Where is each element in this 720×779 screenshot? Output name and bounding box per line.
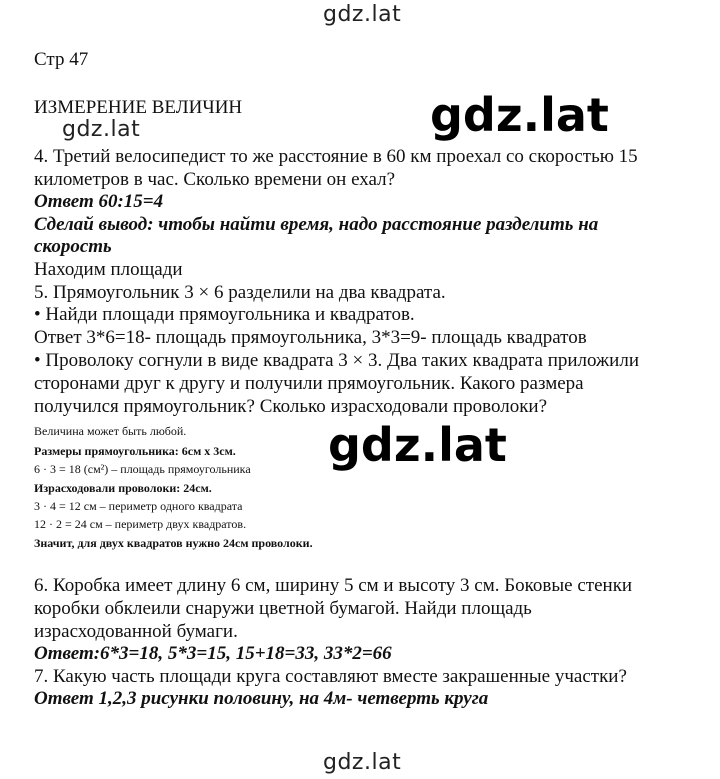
task4-conclusion-line2: скорость [34, 236, 112, 257]
watermark-big-middle: gdz.lat [328, 418, 507, 472]
task5-bullet1: • Найди площади прямоугольника и квадратов. [34, 304, 415, 325]
section-title: ИЗМЕРЕНИЕ ВЕЛИЧИН [34, 97, 243, 118]
task5-bullet2-line2: сторонами друг к другу и получили прямоугольник. Какого размера [34, 373, 584, 394]
task4-line2: километров в час. Сколько времени он ехал? [34, 169, 396, 190]
task5-bullet2-line3: получился прямоугольник? Сколько израсходовали проволоки? [34, 396, 548, 417]
solution-line1: Величина может быть любой. [34, 424, 187, 438]
task4-answer: Ответ 60:15=4 [34, 191, 164, 212]
task7-line1: 7. Какую часть площади круга составляют вместе закрашенные участки? [34, 666, 627, 687]
task4-conclusion-line1: Сделай вывод: чтобы найти время, надо расстояние разделить на [34, 214, 599, 235]
solution-line7: Значит, для двух квадратов нужно 24см проволоки. [34, 536, 313, 550]
solution-line6: 12 · 2 = 24 см – периметр двух квадратов. [34, 517, 247, 531]
task5-bullet2-line1: • Проволоку согнули в виде квадрата 3 × 3. Два таких квадрата приложили [34, 350, 639, 371]
task5-line1: 5. Прямоугольник 3 × 6 разделили на два квадрата. [34, 282, 446, 303]
solution-line2: Размеры прямоугольника: 6см х 3см. [34, 444, 236, 458]
task4-line1: 4. Третий велосипедист то же расстояние в 60 км проехал со скоростью 15 [34, 146, 638, 167]
task6-line3: израсходованной бумаги. [34, 621, 238, 642]
task6-line2: коробки обклеили снаружи цветной бумагой. Найди площадь [34, 598, 532, 619]
task7-answer: Ответ 1,2,3 рисунки половину, на 4м- четверть круга [34, 688, 489, 709]
solution-line4: Израсходовали проволоки: 24см. [34, 481, 212, 495]
page-label: Стр 47 [34, 49, 89, 70]
solution-line5: 3 · 4 = 12 см – периметр одного квадрата [34, 499, 243, 513]
watermark-bottom: gdz.lat [323, 750, 402, 775]
task5-answer: Ответ 3*6=18- площадь прямоугольника, 3*3=9- площадь квадратов [34, 327, 587, 348]
watermark-top: gdz.lat [323, 2, 402, 27]
task6-line1: 6. Коробка имеет длину 6 см, ширину 5 см и высоту 3 см. Боковые стенки [34, 575, 633, 596]
watermark-big-top: gdz.lat [430, 88, 609, 142]
area-heading: Находим площади [34, 259, 183, 280]
solution-line3: 6 · 3 = 18 (см²) – площадь прямоугольника [34, 462, 251, 476]
task6-answer: Ответ:6*3=18, 5*3=15, 15+18=33, 33*2=66 [34, 643, 392, 664]
watermark-small-left: gdz.lat [62, 117, 141, 142]
